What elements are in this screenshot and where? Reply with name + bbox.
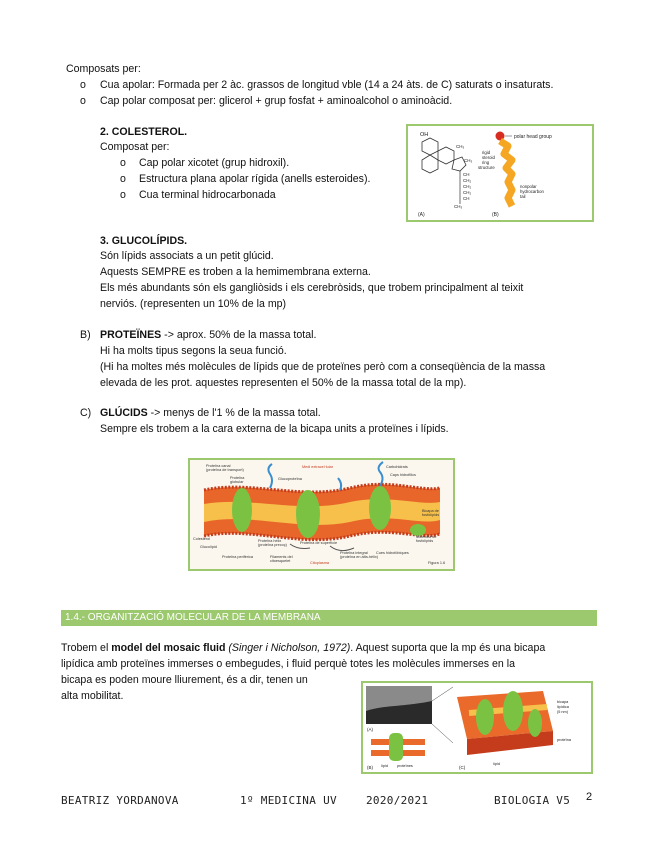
proteins-line: Hi ha molts tipus segons la seua funció. bbox=[100, 345, 287, 357]
label: Proteïna perifèrica bbox=[222, 555, 254, 559]
head-description: Cap polar composat per: glicerol + grup fosfat + aminoalcohol o aminoàcid. bbox=[100, 95, 453, 107]
integral-protein bbox=[296, 490, 320, 538]
lipid-label: lípid bbox=[493, 762, 500, 766]
mosaic-citation: (Singer i Nicholson, 1972) bbox=[225, 642, 351, 654]
glycoprotein bbox=[369, 486, 391, 530]
glucids-title: GLÚCIDS bbox=[100, 407, 148, 419]
cholesterol-figure bbox=[406, 124, 594, 222]
panel-a-label: (A) bbox=[418, 212, 425, 218]
glucids-title-rest: -> menys de l'1 % de la massa total. bbox=[147, 407, 321, 419]
footer-subject: BIOLOGIA V5 bbox=[494, 794, 571, 807]
ch2-label: CH₂ bbox=[463, 178, 472, 183]
bullet-marker: o bbox=[120, 173, 126, 185]
label: Caps hidrofílics bbox=[390, 473, 416, 477]
ch3-label: CH₃ bbox=[456, 144, 465, 149]
ch3-label: CH₃ bbox=[464, 158, 473, 163]
mosaic-line-3: bicapa es poden moure lliurement, és a dir, tenen un bbox=[61, 674, 308, 686]
label: Proteïna bbox=[230, 476, 245, 480]
tail-label: tail bbox=[520, 194, 526, 199]
ring-label: ring bbox=[482, 160, 490, 165]
nm-label: (5 nm) bbox=[557, 710, 568, 714]
cholesterol-heading: 2. COLESTEROL. bbox=[100, 126, 188, 138]
membrane-protein bbox=[528, 709, 542, 737]
footer-course: 1º MEDICINA UV bbox=[240, 794, 337, 807]
label: Glucoproteïna bbox=[278, 477, 302, 481]
glycolipids-line: Són lípids associats a un petit glúcid. bbox=[100, 250, 274, 262]
footer-author: BEATRIZ YORDANOVA bbox=[61, 794, 179, 807]
bilayer-label: bicapa bbox=[557, 700, 569, 704]
proteins-title: PROTEÏNES bbox=[100, 329, 162, 341]
glucids-letter: C) bbox=[80, 407, 92, 419]
cholesterol-bullet: Estructura plana apolar rígida (anells esteroides). bbox=[139, 173, 371, 185]
steroid-label: steroid bbox=[482, 155, 495, 160]
label: Bicapa de bbox=[422, 509, 439, 513]
structure-label: structure bbox=[478, 165, 495, 170]
glucids-line: Sempre els trobem a la cara externa de la bicapa units a proteïnes i lípids. bbox=[100, 423, 449, 435]
mosaic-line-4: alta mobilitat. bbox=[61, 690, 124, 702]
mosaic-line-1 bbox=[61, 642, 545, 654]
channel-protein bbox=[232, 488, 252, 532]
hydrocarbon-label: hydrocarbon bbox=[520, 189, 544, 194]
mosaic-figure bbox=[361, 681, 593, 774]
membrane-figure bbox=[188, 458, 455, 571]
lipidic-label: lipídica bbox=[557, 705, 569, 709]
mosaic-line-2: lipídica amb proteïnes immerses o embegudes, i fluid perquè totes les molècules immerses en la bbox=[61, 658, 515, 670]
glycolipids-heading: 3. GLUCOLÍPIDS. bbox=[100, 235, 188, 247]
label: citoesquelet bbox=[270, 559, 291, 563]
cholesterol-body bbox=[500, 141, 512, 206]
nonpolar-label: nonpolar bbox=[520, 184, 537, 189]
protein-label: proteïna bbox=[557, 738, 571, 742]
label: Proteïna hèlix bbox=[258, 539, 282, 543]
mosaic-intro: Trobem el bbox=[61, 642, 112, 654]
bullet-marker: o bbox=[80, 79, 86, 91]
ch-label: CH bbox=[463, 172, 470, 177]
label: Medi extracel·lular bbox=[302, 465, 334, 469]
proteins-title-rest: -> aprox. 50% de la massa total. bbox=[161, 329, 317, 341]
cholesterol-composed-by: Composat per: bbox=[100, 141, 170, 153]
ch2-label: CH₂ bbox=[463, 184, 472, 189]
polar-head-label: polar head group bbox=[514, 134, 552, 140]
footer-year: 2020/2021 bbox=[366, 794, 429, 807]
panel-b-label: (B) bbox=[492, 212, 499, 218]
label: fosfolípids bbox=[422, 513, 440, 517]
ch3-label: CH₃ bbox=[454, 204, 463, 209]
proteins-letter: B) bbox=[80, 329, 91, 341]
membrane-diagram bbox=[190, 460, 453, 569]
bullet-marker: o bbox=[120, 157, 126, 169]
label: (proteïna en alfa-hèlix) bbox=[340, 555, 378, 559]
tail-description: Cua apolar: Formada per 2 àc. grassos de longitud vble (14 a 24 àts. de C) saturats o insaturats. bbox=[100, 79, 554, 91]
proteins-line: (Hi ha moltes més molècules de lípids que de proteïnes però com a conseqüència de la massa bbox=[100, 361, 546, 373]
label: Carbohidrats bbox=[386, 465, 408, 469]
label: Figura 1.6 bbox=[428, 561, 446, 565]
mosaic-model: model del mosaic fluid bbox=[111, 642, 226, 654]
ch2-label: CH₂ bbox=[463, 190, 472, 195]
cholesterol-bullet: Cap polar xicotet (grup hidroxil). bbox=[139, 157, 290, 169]
glucids-heading bbox=[100, 407, 321, 419]
label: Proteïna integral bbox=[340, 551, 368, 555]
panel-c-label: (C) bbox=[459, 765, 466, 770]
ch-label: CH bbox=[463, 196, 470, 201]
proteins-label: proteïnes bbox=[397, 764, 413, 768]
mosaic-diagram bbox=[363, 683, 591, 772]
proteins-line: elevada de les prot. aquestes representen el 50% de la massa total de la mp). bbox=[100, 377, 467, 389]
label: Proteïna canal bbox=[206, 464, 231, 468]
panel-b-label: (B) bbox=[367, 765, 373, 770]
glycolipids-line: Els més abundants són els gangliòsids i els cerebròsids, que trobem principalment al teixit bbox=[100, 282, 524, 294]
panel-a-label: (A) bbox=[367, 727, 373, 732]
label: fosfolípids bbox=[416, 539, 434, 543]
cholesterol-diagram bbox=[408, 126, 592, 220]
label: Citoplasma bbox=[310, 561, 329, 565]
label: Cues hidrofòbiques bbox=[376, 551, 409, 555]
bullet-marker: o bbox=[80, 95, 86, 107]
mosaic-rest: . Aquest suporta que la mp és una bicapa bbox=[350, 642, 546, 654]
composed-by-label: Composats per: bbox=[66, 63, 141, 75]
membrane-protein bbox=[503, 691, 523, 731]
label: Proteïna de superfície bbox=[300, 541, 338, 545]
label: (proteïna de transport) bbox=[206, 468, 244, 472]
label: (proteïna precoç) bbox=[258, 543, 287, 547]
glycolipids-line: nerviós. (representen un 10% de la mp) bbox=[100, 298, 287, 310]
label: Glucolípid bbox=[200, 545, 217, 549]
label: Colesterol bbox=[193, 537, 211, 541]
lipid-label: lípid bbox=[381, 764, 388, 768]
label: Filaments del bbox=[270, 555, 293, 559]
oh-label: OH bbox=[420, 132, 429, 138]
cholesterol-bullet: Cua terminal hidrocarbonada bbox=[139, 189, 276, 201]
membrane-protein bbox=[476, 699, 494, 735]
glycolipids-line: Aquests SEMPRE es troben a la hemimembrana externa. bbox=[100, 266, 371, 278]
label: globular bbox=[230, 480, 244, 484]
section-heading: 1.4.- ORGANITZACIÓ MOLECULAR DE LA MEMBRANA bbox=[61, 610, 597, 626]
bullet-marker: o bbox=[120, 189, 126, 201]
page-number: 2 bbox=[586, 791, 593, 803]
label: Molècula de bbox=[416, 535, 437, 539]
proteins-heading bbox=[100, 329, 316, 341]
rigid-label: rigid bbox=[482, 150, 491, 155]
